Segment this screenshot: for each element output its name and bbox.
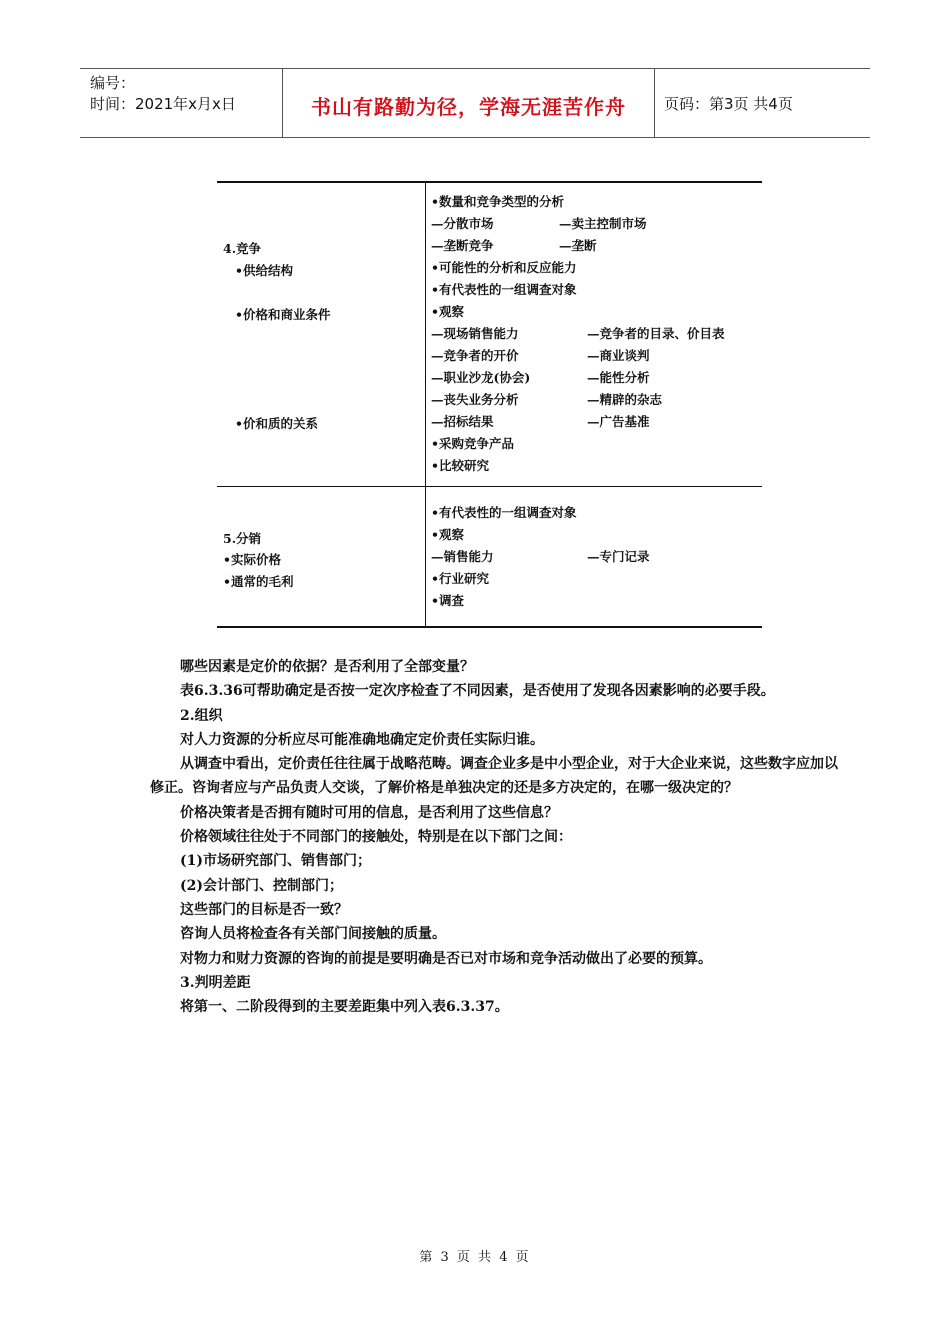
table-cell-item: —招标结果: [431, 414, 494, 429]
table-cell-item: —丧失业务分析: [431, 392, 519, 407]
table-row-heading: 4.竞争: [223, 241, 262, 256]
body-paragraph: 从调查中看出，定价责任往往属于战略范畴。调查企业多是中小型企业，对于大企业来说，这些数字应加以修正。咨询者应与产品负责人交谈，了解价格是单独决定的还是多方决定的，在哪一级决定的？: [150, 756, 838, 797]
header-meta: [90, 73, 236, 115]
table-top-rule: [217, 181, 762, 183]
document-number-label: 编号：: [90, 74, 136, 92]
table-cell-item: •采购竞争产品: [431, 436, 514, 451]
table-row-subheading: •供给结构: [235, 263, 293, 278]
body-list-item: (1)市场研究部门、销售部门；: [180, 853, 371, 870]
body-paragraph: 表6.3.36可帮助确定是否按一定次序检查了不同因素，是否使用了发现各因素影响的必要手段。: [180, 683, 775, 700]
body-paragraph: 对物力和财力资源的咨询的前提是要明确是否已对市场和竞争活动做出了必要的预算。: [180, 950, 712, 967]
table-cell-item: —垄断: [559, 238, 597, 253]
table-cell-item: —职业沙龙(协会): [431, 370, 531, 385]
table-cell-item: —广告基准: [587, 414, 650, 429]
table-cell-item: •观察: [431, 527, 464, 542]
table-row-separator: [217, 486, 762, 487]
table-cell-item: —卖主控制市场: [559, 216, 647, 231]
header-motto: 书山有路勤为径，学海无涯苦作舟: [311, 95, 626, 119]
header-page-number: 页码：第3页 共4页: [664, 95, 793, 113]
table-cell-item: —专门记录: [587, 549, 650, 564]
page-header: [80, 68, 870, 138]
table-row-subheading: •价格和商业条件: [235, 307, 331, 322]
body-paragraph: 对人力资源的分析应尽可能准确地确定定价责任实际归谁。: [180, 731, 544, 748]
table-cell-item: •观察: [431, 304, 464, 319]
body-paragraph: 咨询人员将检查各有关部门间接触的质量。: [180, 926, 446, 943]
pricing-factor-table: [217, 181, 762, 628]
table-cell-item: —竞争者的开价: [431, 348, 519, 363]
table-cell-item: •有代表性的一组调查对象: [431, 282, 577, 297]
section-heading: 3.判明差距: [180, 974, 251, 991]
table-cell-item: —竞争者的目录、价目表: [587, 326, 725, 341]
table-cell-item: —精辟的杂志: [587, 392, 663, 407]
table-row-subheading: •通常的毛利: [223, 574, 294, 589]
section-heading: 2.组织: [180, 707, 223, 724]
body-paragraph: 价格决策者是否拥有随时可用的信息，是否利用了这些信息？: [180, 804, 558, 821]
table-cell-item: —分散市场: [431, 216, 494, 231]
table-cell-item: •比较研究: [431, 458, 489, 473]
body-paragraph: 哪些因素是定价的依据？是否利用了全部变量？: [180, 659, 474, 675]
table-cell-item: —垄断竞争: [431, 238, 494, 253]
page-footer: 第 3 页 共 4 页: [419, 1250, 531, 1265]
header-divider: [654, 69, 655, 137]
table-cell-item: •有代表性的一组调查对象: [431, 505, 577, 520]
table-cell-item: —销售能力: [431, 549, 494, 564]
body-paragraph: 将第一、二阶段得到的主要差距集中列入表6.3.37。: [180, 999, 509, 1016]
body-paragraph: 这些部门的目标是否一致？: [180, 901, 348, 918]
table-column-separator: [425, 181, 426, 628]
table-cell-item: —现场销售能力: [431, 326, 519, 341]
table-cell-item: •行业研究: [431, 571, 489, 586]
table-cell-item: •可能性的分析和反应能力: [431, 260, 577, 275]
table-bottom-rule: [217, 626, 762, 628]
table-row-heading: 5.分销: [223, 531, 262, 546]
table-cell-item: •数量和竞争类型的分析: [431, 194, 564, 209]
body-list-item: (2)会计部门、控制部门；: [180, 877, 343, 894]
document-date-label: 时间：2021年x月x日: [90, 95, 236, 113]
body-paragraph: 价格领域往往处于不同部门的接触处，特别是在以下部门之间：: [180, 829, 572, 846]
table-cell-item: —商业谈判: [587, 348, 650, 363]
table-row-subheading: •实际价格: [223, 552, 281, 567]
table-cell-item: •调查: [431, 593, 464, 608]
document-body: [150, 655, 840, 1019]
table-cell-item: —能性分析: [587, 370, 650, 385]
table-row-subheading: •价和质的关系: [235, 416, 318, 431]
